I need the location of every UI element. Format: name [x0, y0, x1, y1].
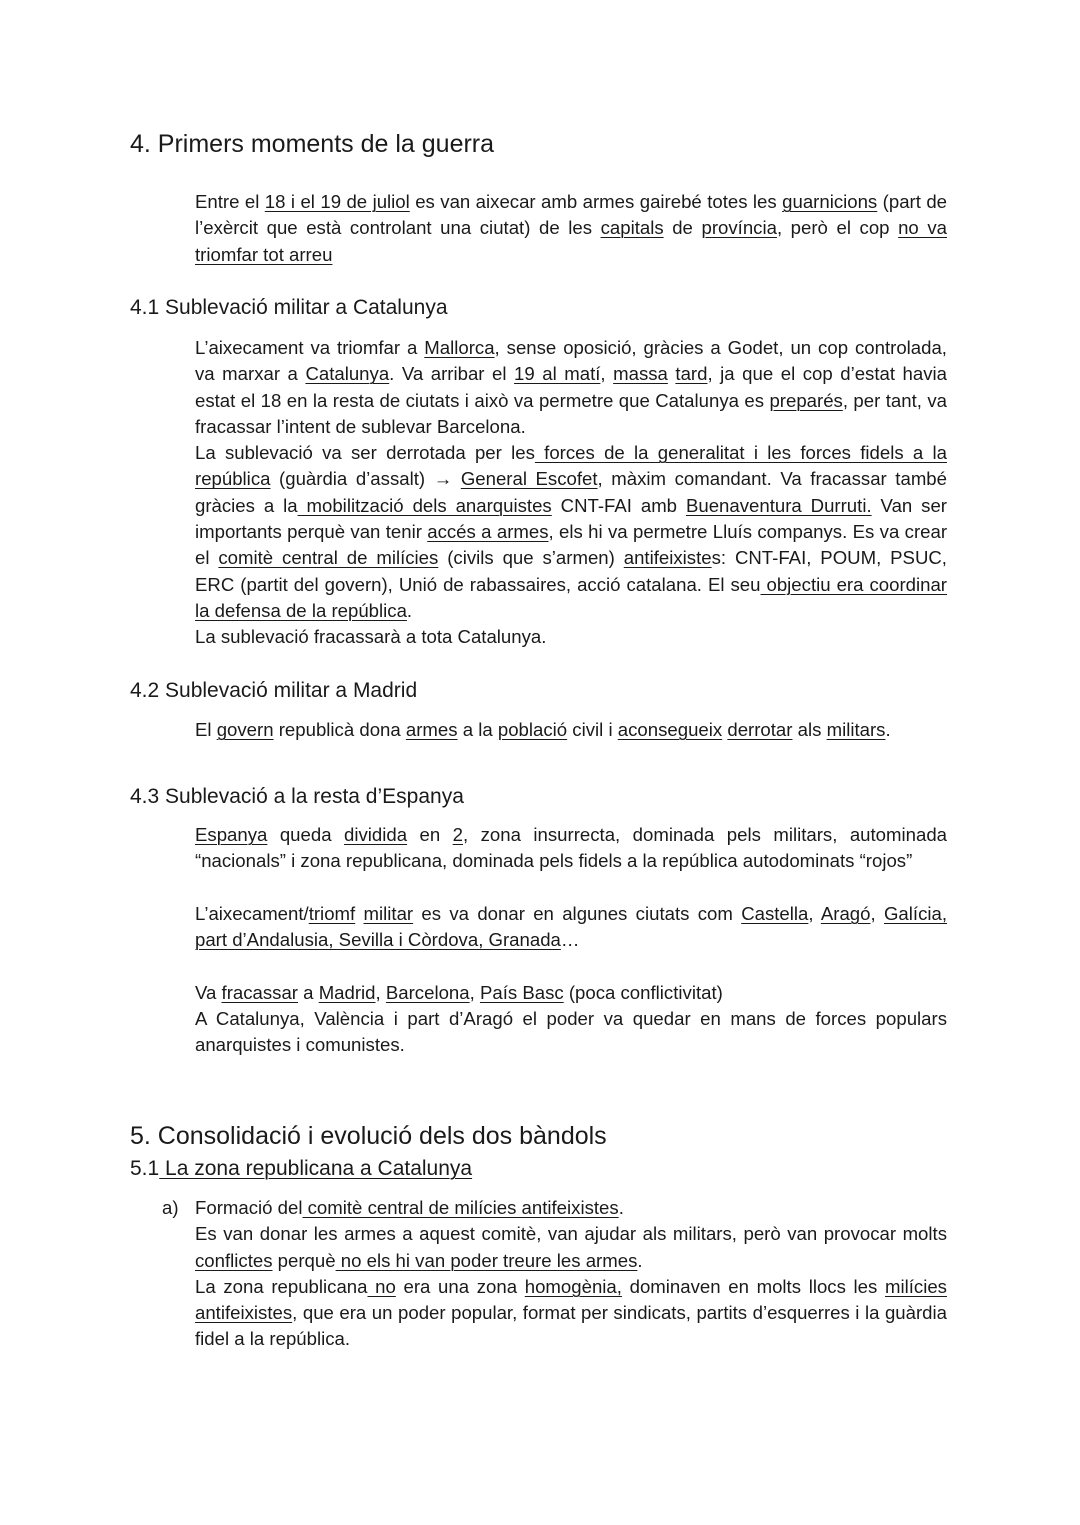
list-item-label: a) [162, 1197, 179, 1218]
section-5-1-title: 5.1 La zona republicana a Catalunya [130, 1157, 473, 1180]
paragraph: L’aixecament/triomf militar es va donar en algunes ciutats com Castella, Aragó, Galícia, part d’Andalusia, Sevilla i Còrdova, Granada… [195, 902, 948, 951]
paragraph: La sublevació fracassarà a tota Catalunya. [195, 626, 547, 648]
section-4-intro [195, 189, 947, 268]
paragraph: La sublevació va ser derrotada per les forces de la generalitat i les forces fidels a la república (guàrdia d’assalt) → General Escofet, màxim comandant. Va fracassar també gràcies a la mobilització dels anarquistes CNT-FAI amb Buenaventura Durruti. Van ser importants perquè van tenir accés a armes, els hi va permetre Lluís companys. Es va crear el comitè central de milícies (civils que s’armen) antifeixistes: CNT-FAI, POUM, PSUC, ERC (partit del govern), Unió de rabassaires, acció catalana. El seu objectiu era coordinar la defensa de la república. [195, 442, 948, 621]
section-5-title: 5. Consolidació i evolució dels dos bàndols [130, 1122, 607, 1150]
section-4-2-title: 4.2 Sublevació militar a Madrid [130, 679, 418, 702]
paragraph: Va fracassar a Madrid, Barcelona, País Basc (poca conflictivitat) [195, 981, 723, 1003]
list-item-line: Es van donar les armes a aquest comitè, van ajudar als militars, però van provocar molts conflictes perquè no els hi van poder treure les armes. [195, 1223, 947, 1271]
section-4-title: 4. Primers moments de la guerra [130, 130, 495, 158]
paragraph: Espanya queda dividida en 2, zona insurrecta, dominada pels militars, autominada “nacionals” i zona republicana, dominada pels fidels a la república autodominats “rojos” [195, 824, 948, 872]
paragraph: El govern republicà dona armes a la població civil i aconsegueix derrotar als militars. [195, 719, 891, 740]
section-4-3-title: 4.3 Sublevació a la resta d’Espanya [130, 785, 464, 808]
list-item-line: Formació del comitè central de milícies antifeixistes. [195, 1197, 624, 1218]
list-item-line: La zona republicana no era una zona homogènia, dominaven en molts llocs les milícies antifeixistes, que era un poder popular, format per sindicats, partits d’esquerres i la guàrdia fidel a la república. [195, 1275, 947, 1350]
section-5-1-item-a [195, 1195, 947, 1353]
paragraph: Entre el 18 i el 19 de juliol es van aixecar amb armes gairebé totes les guarnicions (part de l’exèrcit que està controlant una ciutat) de les capitals de província, però el cop no va triomfar tot arreu [195, 191, 948, 265]
paragraph: L’aixecament va triomfar a Mallorca, sense oposició, gràcies a Godet, un cop controlada, va marxar a Catalunya. Va arribar el 19 al matí, massa tard, ja que el cop d’estat havia estat el 18 en la resta de ciutats i això va permetre que Catalunya es preparés, per tant, va fracassar l’intent de sublevar Barcelona. [195, 337, 947, 437]
section-4-3-body [195, 822, 947, 1059]
section-4-2-body [195, 717, 947, 743]
section-4-1-body [195, 335, 947, 651]
section-4-1-title: 4.1 Sublevació militar a Catalunya [130, 296, 448, 319]
paragraph: A Catalunya, València i part d’Aragó el poder va quedar en mans de forces populars anarquistes i comunistes. [195, 1008, 947, 1056]
